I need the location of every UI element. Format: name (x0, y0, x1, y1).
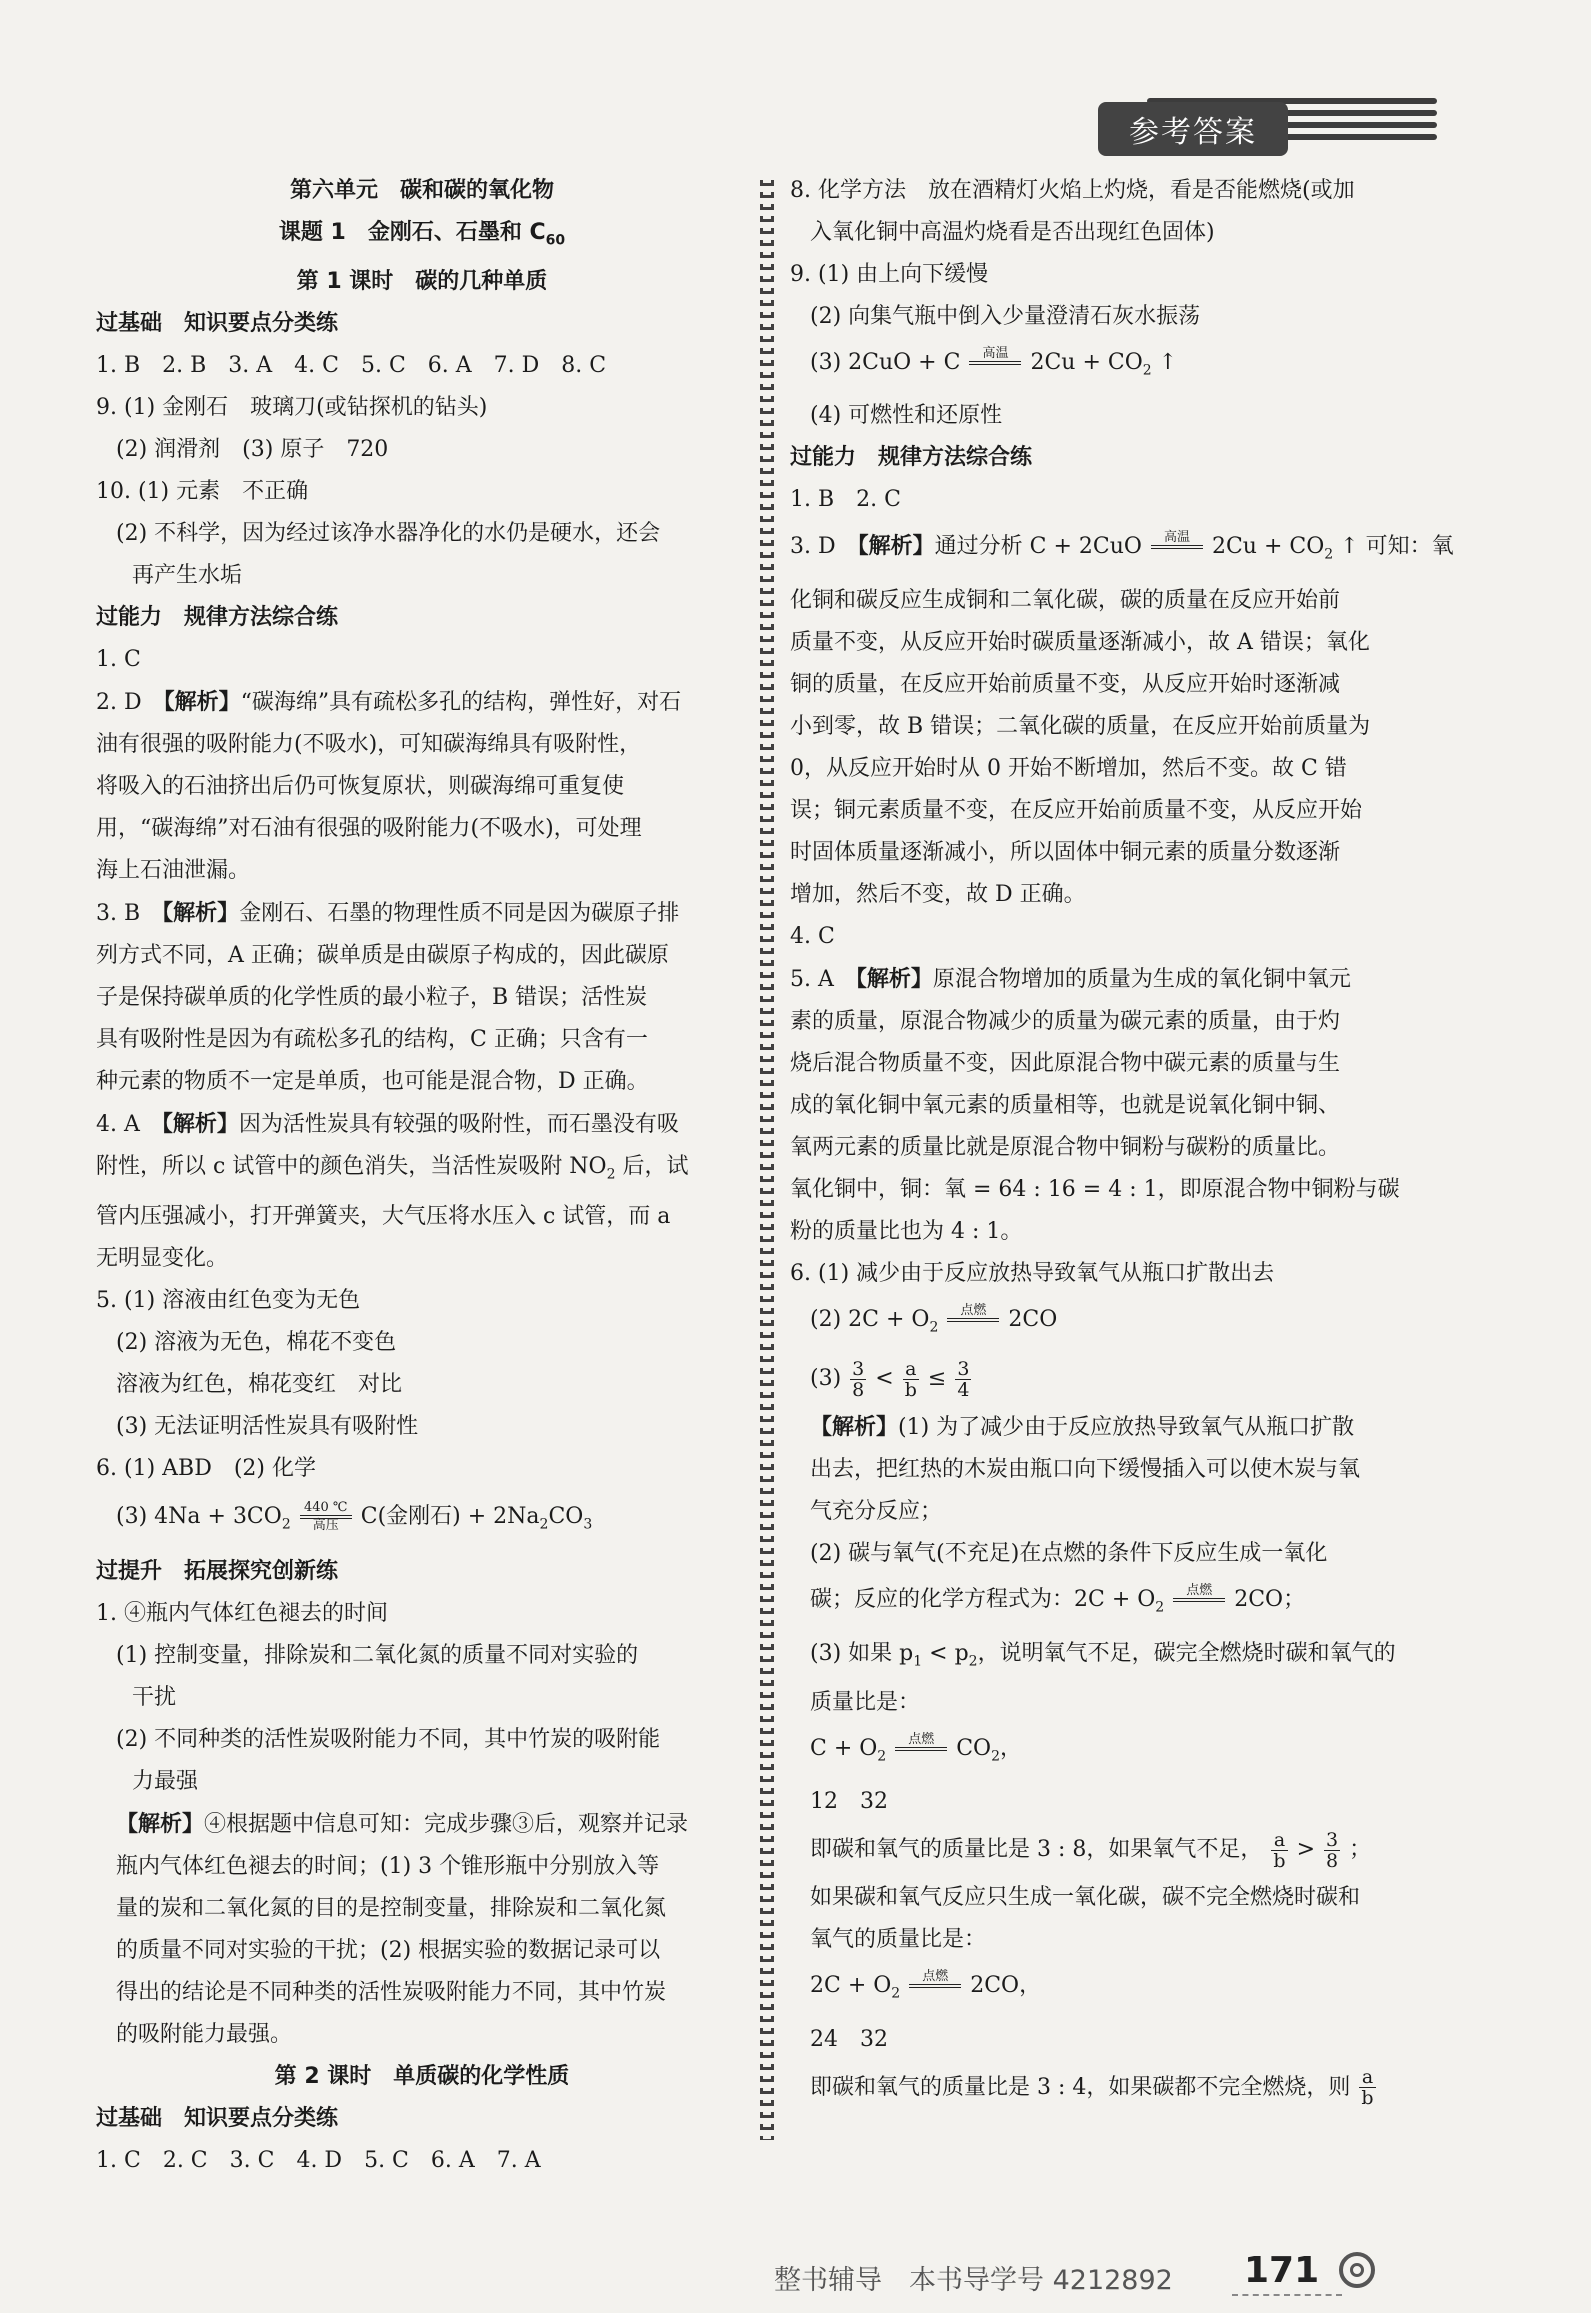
answer-line: 将吸入的石油挤出后仍可恢复原状，则碳海绵可重复使 (96, 774, 625, 800)
reaction-condition: 点燃 (947, 1304, 999, 1336)
equation-line: 碳；反应的化学方程式为：$2C + O_2$ 点燃 2CO； (810, 1583, 1306, 1616)
answer-line: 误；铜元素质量不变，在反应开始前质量不变，从反应开始 (790, 797, 1363, 823)
answer-line: 质量比是： (810, 1689, 921, 1715)
answer-line: 瓶内气体红色褪去的时间；(1) 3 个锥形瓶中分别放入等 (116, 1854, 660, 1880)
answer-line: 力最强 (132, 1769, 199, 1795)
fraction: $\frac{3}{4}$ (957, 1357, 970, 1401)
answer-line: 1. ④瓶内气体红色褪去的时间 (96, 1601, 388, 1627)
right-column (790, 170, 1454, 2115)
fraction: $\frac{3}{8}$ (852, 1357, 865, 1401)
answer-line: (2) 溶液为无色，棉花不变色 (116, 1329, 397, 1355)
answer-line: 化铜和碳反应生成铜和二氧化碳，碳的质量在反应开始前 (790, 587, 1341, 613)
section-heading: 过提升 拓展探究创新练 (96, 1559, 339, 1585)
equation-line: $C + O_2$ 点燃 $CO_2$， (810, 1731, 1023, 1765)
answer-line: 种元素的物质不一定是单质，也可能是混合物，D 正确。 (96, 1069, 649, 1095)
answer-line: 油有很强的吸附能力(不吸水)，可知碳海绵具有吸附性， (96, 732, 642, 758)
answer-line: 铜的质量，在反应开始前质量不变，从反应开始时逐渐减 (790, 671, 1341, 697)
answer-line: 海上石油泄漏。 (96, 858, 251, 884)
answer-line: 量的炭和二氧化氮的目的是控制变量，排除炭和二氧化氮 (116, 1896, 667, 1922)
answer-line: (1) 控制变量，排除炭和二氧化氮的质量不同对实验的 (116, 1643, 639, 1669)
equation-line: (3) 2CuO + C 高温 $2Cu + CO_2$ ↑ (810, 346, 1178, 379)
answer-line: 10. (1) 元素 不正确 (96, 479, 309, 505)
inequality-line: (3) $\frac{3}{8}$ < $\frac{a}{b}$ ≤ $\frac{3}{4}$ (810, 1357, 970, 1401)
inequality-line: 即碳和氧气的质量比是 3 : 8，如果氧气不足， $\frac{a}{b}$ > $\frac{3}{8}$ ； (810, 1828, 1372, 1872)
answer-line: 4. A 【解析】因为活性炭具有较强的吸附性，而石墨没有吸 (96, 1111, 679, 1138)
answer-line: (4) 可燃性和还原性 (810, 403, 1003, 429)
reaction-condition: 点燃 (909, 1970, 961, 2002)
unit-title: 第六单元 碳和碳的氧化物 (289, 178, 554, 203)
reaction-condition: 高温 (969, 347, 1021, 379)
equation-line: (2) $2C + O_2$ 点燃 2CO (810, 1302, 1058, 1336)
answer-line: (2) 碳与氧气(不充足)在点燃的条件下反应生成一氧化 (810, 1541, 1328, 1567)
answer-line: 9. (1) 由上向下缓慢 (790, 262, 989, 287)
answer-line: 干扰 (132, 1685, 177, 1711)
answer-line: 如果碳和氧气反应只生成一氧化碳，碳不完全燃烧时碳和 (810, 1885, 1361, 1911)
section-heading: 过基础 知识要点分类练 (96, 311, 339, 337)
reaction-condition: 440 ℃ 高压 (300, 1501, 352, 1533)
answer-line: 得出的结论是不同种类的活性炭吸附能力不同，其中竹炭 (116, 1980, 667, 2006)
answer-line: 附性，所以 c 试管中的颜色消失，当活性炭吸附 $NO_2$ 后，试 (96, 1154, 689, 1183)
fraction: $\frac{a}{b}$ (904, 1357, 917, 1401)
answer-line: 5. A 【解析】原混合物增加的质量为生成的氧化铜中氧元 (790, 965, 1351, 992)
page-circle-icon (1339, 2252, 1375, 2288)
answer-line: 管内压强减小，打开弹簧夹，大气压将水压入 c 试管，而 a (96, 1203, 671, 1229)
answer-line: 氧气的质量比是： (810, 1927, 987, 1953)
answer-line: 具有吸附性是因为有疏松多孔的结构，C 正确；只含有一 (96, 1027, 648, 1053)
answer-line: 6. (1) 减少由于反应放热导致氧气从瓶口扩散出去 (790, 1260, 1275, 1286)
answer-line: 质量不变，从反应开始时碳质量逐渐减小，故 A 错误；氧化 (790, 629, 1370, 655)
left-column (96, 170, 748, 2182)
column-divider (760, 180, 774, 2140)
answer-line: 的质量不同对实验的干扰；(2) 根据实验的数据记录可以 (116, 1938, 661, 1964)
answer-line: 增加，然后不变，故 D 正确。 (790, 881, 1086, 907)
answer-line: 小到零，故 B 错误；二氧化碳的质量，在反应开始前质量为 (790, 713, 1371, 739)
answer-line: 24 32 (810, 2026, 888, 2052)
answer-line: 12 32 (810, 1789, 888, 1815)
answer-key-tag: 参考答案 (1098, 102, 1288, 156)
answer-line: 【解析】(1) 为了减少由于反应放热导致氧气从瓶口扩散 (810, 1414, 1355, 1441)
inequality-line: 即碳和氧气的质量比是 3 : 4，如果碳都不完全燃烧，则 $\frac{a}{b}$ (810, 2066, 1374, 2110)
equation-line: $2C + O_2$ 点燃 2CO， (810, 1969, 1042, 2002)
footer-text: 整书辅导 本书导学号 4212892 (774, 2265, 1173, 2296)
answer-line: 成的氧化铜中氧元素的质量相等，也就是说氧化铜中铜、 (790, 1092, 1341, 1118)
answer-line: 【解析】④根据题中信息可知：完成步骤③后，观察并记录 (116, 1811, 689, 1838)
answer-line: (3) 无法证明活性炭具有吸附性 (116, 1413, 419, 1439)
section-heading: 过基础 知识要点分类练 (96, 2106, 339, 2132)
reaction-condition: 高温 (1151, 531, 1203, 563)
fraction: $\frac{3}{8}$ (1326, 1828, 1339, 1872)
answer-line: 粉的质量比也为 4 : 1。 (790, 1218, 1023, 1244)
answer-line: 气充分反应； (810, 1499, 943, 1525)
page-number: 171 (1244, 2250, 1320, 2291)
answer-line: 1. C 2. C 3. C 4. D 5. C 6. A 7. A (96, 2148, 541, 2174)
answer-line: 出去，把红热的木炭由瓶口向下缓慢插入可以使木炭与氧 (810, 1457, 1361, 1483)
answer-line: 无明显变化。 (96, 1245, 229, 1271)
answer-line: 素的质量，原混合物减少的质量为碳元素的质量，由于灼 (790, 1008, 1341, 1034)
answer-line: 1. C (96, 647, 141, 673)
reaction-condition: 点燃 (1173, 1584, 1225, 1616)
fraction: $\frac{a}{b}$ (1361, 2066, 1374, 2110)
answer-line: (2) 润滑剂 (3) 原子 720 (116, 437, 389, 463)
answer-line: 0，从反应开始时从 0 开始不断增加，然后不变。故 C 错 (790, 755, 1347, 781)
answer-line: 4. C (790, 923, 835, 949)
answer-line: 溶液为红色，棉花变红 对比 (116, 1371, 403, 1397)
section-heading: 过能力 规律方法综合练 (96, 605, 339, 631)
answer-line: 用，“碳海绵”对石油有很强的吸附能力(不吸水)，可处理 (96, 816, 642, 842)
answer-line: 1. B 2. C (790, 487, 901, 513)
footer-dash (1232, 2294, 1342, 2296)
answer-line: 列方式不同，A 正确；碳单质是由碳原子构成的，因此碳原 (96, 943, 669, 969)
fraction: $\frac{a}{b}$ (1273, 1828, 1286, 1872)
answer-line: (2) 不科学，因为经过该净水器净化的水仍是硬水，还会 (116, 521, 661, 547)
answer-line: 6. (1) ABD (2) 化学 (96, 1455, 316, 1481)
page-footer (774, 2250, 1320, 2297)
answer-line: 再产生水垢 (132, 563, 243, 589)
answer-line: 氧化铜中，铜：氧 = 64 : 16 = 4 : 1，即原混合物中铜粉与碳 (790, 1176, 1400, 1202)
answer-line: 氧两元素的质量比就是原混合物中铜粉与碳粉的质量比。 (790, 1134, 1341, 1160)
answer-line: 入氧化铜中高温灼烧看是否出现红色固体) (810, 220, 1215, 245)
lesson-title: 第 1 课时 碳的几种单质 (296, 269, 548, 295)
section-heading: 过能力 规律方法综合练 (790, 445, 1033, 471)
reaction-condition: 点燃 (895, 1733, 947, 1765)
answer-line: (2) 不同种类的活性炭吸附能力不同，其中竹炭的吸附能 (116, 1727, 661, 1753)
equation-line: (3) $4Na + 3CO_2$ 440 ℃ 高压 C(金刚石) + $2Na_2CO_3$ (116, 1499, 593, 1533)
answer-line: 子是保持碳单质的化学性质的最小粒子，B 错误；活性炭 (96, 985, 648, 1011)
answer-line: 8. 化学方法 放在酒精灯火焰上灼烧，看是否能燃烧(或加 (790, 178, 1355, 203)
answer-line: (2) 向集气瓶中倒入少量澄清石灰水振荡 (810, 304, 1201, 329)
answer-line: 时固体质量逐渐减小，所以固体中铜元素的质量分数逐渐 (790, 839, 1341, 865)
answer-line: 5. (1) 溶液由红色变为无色 (96, 1287, 361, 1313)
answer-line: 烧后混合物质量不变，因此原混合物中碳元素的质量与生 (790, 1050, 1341, 1076)
topic-title: 课题 1 金刚石、石墨和 $C_{60}$ (278, 220, 566, 249)
answer-line: 的吸附能力最强。 (116, 2022, 293, 2048)
lesson-title: 第 2 课时 单质碳的化学性质 (274, 2064, 570, 2090)
answer-line: 2. D 【解析】“碳海绵”具有疏松多孔的结构，弹性好，对石 (96, 689, 682, 716)
answer-line: 1. B 2. B 3. A 4. C 5. C 6. A 7. D 8. C (96, 353, 607, 379)
answer-line: (3) 如果 $p_1 < p_2$，说明氧气不足，碳完全燃烧时碳和氧气的 (810, 1640, 1396, 1669)
equation-line: 3. D 【解析】通过分析 C + 2CuO 高温 $2Cu + CO_2$ ↑ 可知：氧 (790, 530, 1454, 563)
answer-line: 9. (1) 金刚石 玻璃刀(或钻探机的钻头) (96, 395, 488, 421)
answer-line: 3. B 【解析】金刚石、石墨的物理性质不同是因为碳原子排 (96, 900, 680, 927)
